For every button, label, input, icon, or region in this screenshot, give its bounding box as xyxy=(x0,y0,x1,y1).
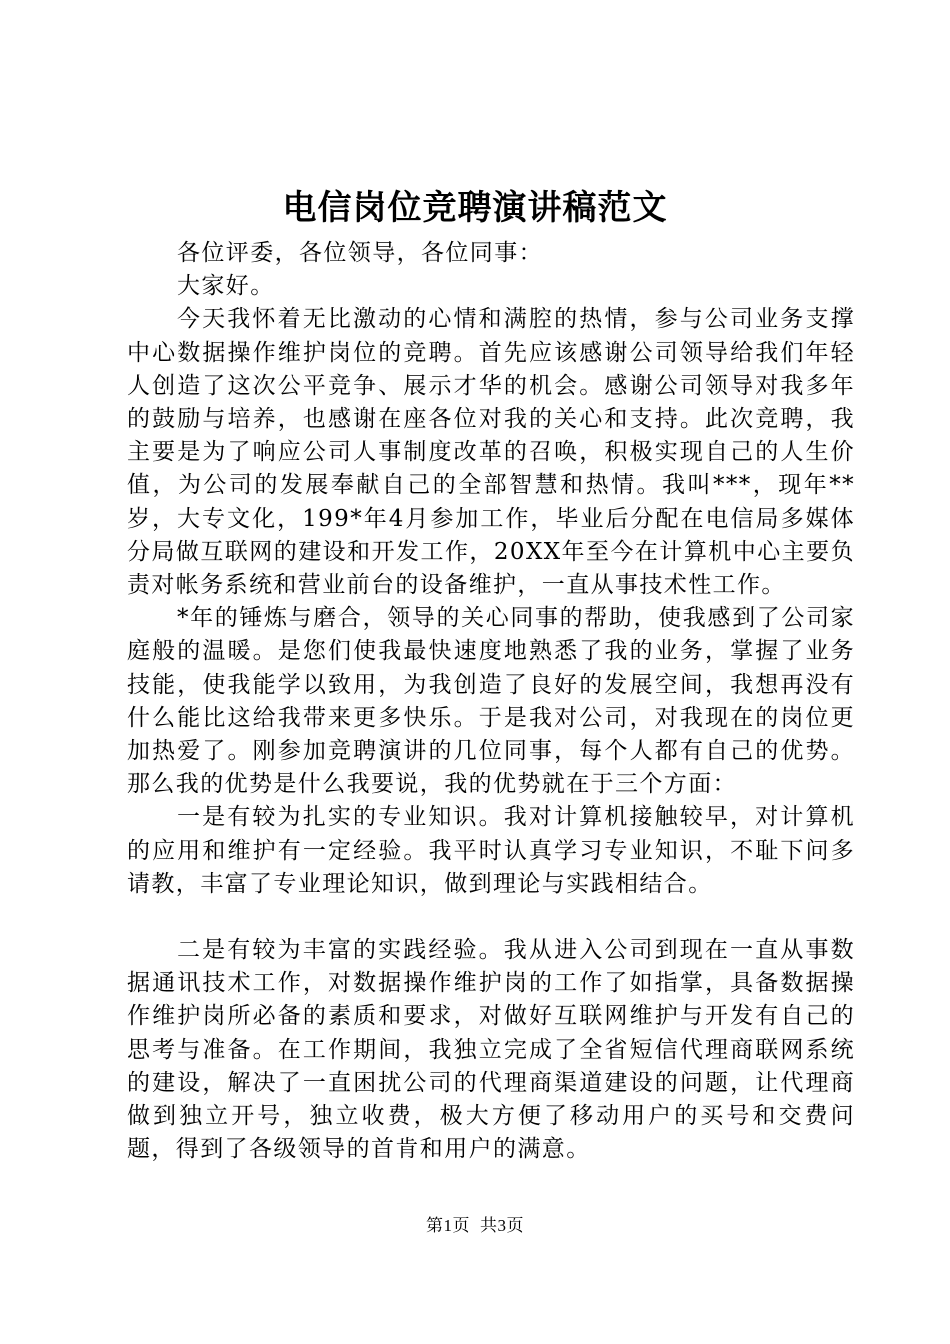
page-footer xyxy=(0,1214,950,1238)
strength-two-paragraph: 二是有较为丰富的实践经验。我从进入公司到现在一直从事数据通讯技术工作，对数据操作维护岗的工作了如指掌，具备数据操作维护岗所必备的素质和要求，对做好互联网维护与开发有自己的思考与准备。在工作期间，我独立完成了全省短信代理商联网系统的建设，解决了一直困扰公司的代理商渠道建设的问题，让代理商做到独立开号，独立收费，极大方便了移动用户的买号和交费问题，得到了各级领导的首肯和用户的满意。 xyxy=(127,937,855,1163)
greeting-paragraph: 大家好。 xyxy=(177,273,275,300)
page-number: 第1页 xyxy=(426,1216,470,1235)
salutation-paragraph: 各位评委，各位领导，各位同事： xyxy=(177,240,543,266)
document-title: 电信岗位竞聘演讲稿范文 xyxy=(282,188,668,228)
strength-one-paragraph: 一是有较为扎实的专业知识。我对计算机接触较早，对计算机的应用和维护有一定经验。我平时认真学习专业知识，不耻下问多请教，丰富了专业理论知识，做到理论与实践相结合。 xyxy=(127,804,855,897)
experience-paragraph: *年的锤炼与磨合，领导的关心同事的帮助，使我感到了公司家庭般的温暖。是您们使我最快速度地熟悉了我的业务，掌握了业务技能，使我能学以致用，为我创造了良好的发展空间，我想再没有什么能比这给我带来更多快乐。于是我对公司，对我现在的岗位更加热爱了。刚参加竞聘演讲的几位同事，每个人都有自己的优势。那么我的优势是什么我要说，我的优势就在于三个方面： xyxy=(127,605,855,798)
document-body xyxy=(127,237,855,1166)
page-total: 共3页 xyxy=(480,1216,524,1235)
introduction-paragraph: 今天我怀着无比激动的心情和满腔的热情，参与公司业务支撑中心数据操作维护岗位的竞聘。首先应该感谢公司领导给我们年轻人创造了这次公平竞争、展示才华的机会。感谢公司领导对我多年的鼓励与培养，也感谢在座各位对我的关心和支持。此次竞聘，我主要是为了响应公司人事制度改革的召唤，积极实现自己的人生价值，为公司的发展奉献自己的全部智慧和热情。我叫***，现年**岁，大专文化，199*年4月参加工作，毕业后分配在电信局多媒体分局做互联网的建设和开发工作，20XX年至今在计算机中心主要负责对帐务系统和营业前台的设备维护，一直从事技术性工作。 xyxy=(127,306,855,599)
